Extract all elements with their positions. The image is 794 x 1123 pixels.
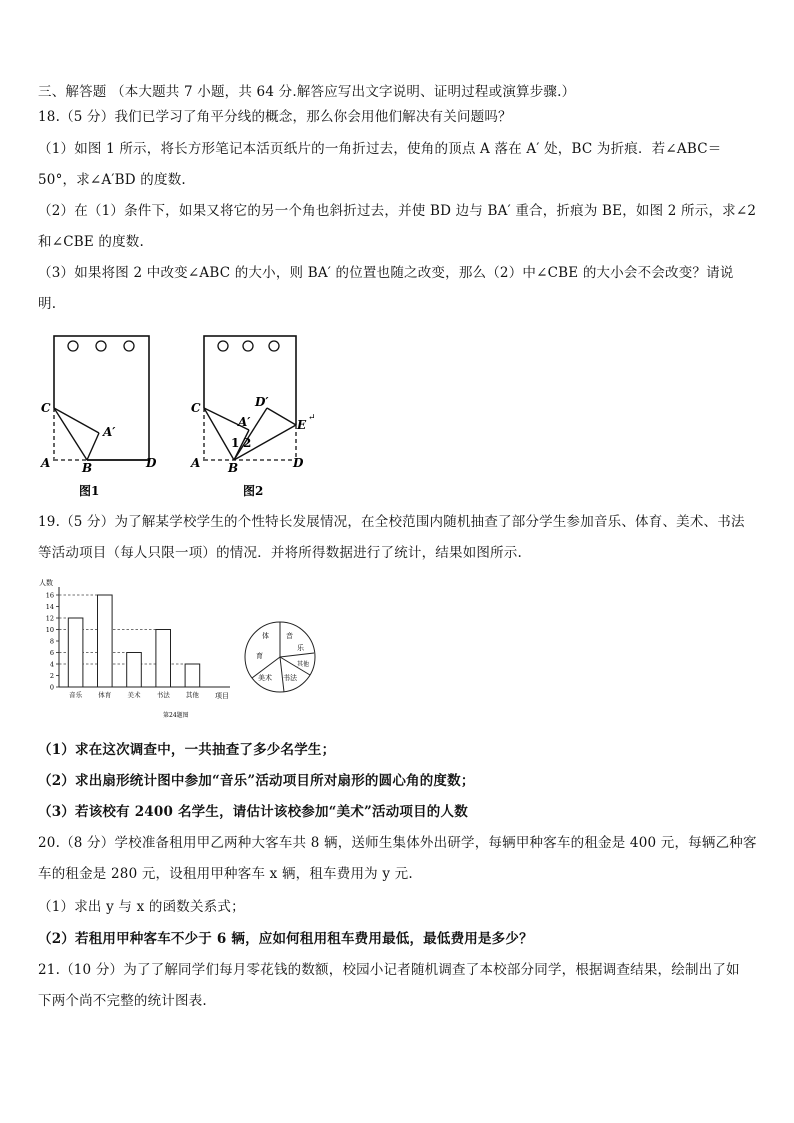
q20-part2: （2）若租用甲种客车不少于 6 辆，应如何租用租车费用最低，最低费用是多少？	[38, 931, 533, 947]
q18-part3-line1: （3）如果将图 2 中改变∠ABC 的大小，则 BA′ 的位置也随之改变，那么（2）中∠CBE 的大小会不会改变？请说	[38, 265, 734, 281]
fig2-angle-2: 2	[243, 436, 252, 450]
q19-stem-line1: 19.（5 分）为了解某学校学生的个性特长发展情况，在全校范围内随机抽查了部分学生参加音乐、体育、美术、书法	[38, 514, 745, 530]
bar-chart-category-label: 体育	[98, 691, 112, 699]
bar-chart	[35, 575, 240, 725]
bar-chart-category-label: 音乐	[69, 691, 83, 699]
fig2-label-a-prime: A′	[238, 415, 251, 429]
bar-3	[156, 630, 171, 688]
fig1-label-d: D	[146, 456, 157, 470]
q18-stem: 18.（5 分）我们已学习了角平分线的概念，那么你会用他们解决有关问题吗？	[38, 109, 512, 125]
q18-part2-line1: （2）在（1）条件下，如果又将它的另一个角也斜折过去，并使 BD 边与 BA′ 重合，折痕为 BE，如图 2 所示，求∠2	[38, 203, 757, 219]
bar-chart-ylabel: 人数	[39, 579, 53, 587]
q20-part1: （1）求出 y 与 x 的函数关系式；	[38, 899, 245, 915]
pie-label-art: 美术	[258, 674, 272, 682]
pie-label-ti: 体	[262, 632, 269, 640]
pie-divider-right	[280, 653, 314, 657]
fig1-caption: 图1	[79, 484, 100, 498]
pie-label-yin: 音	[286, 632, 293, 640]
bar-4	[185, 664, 200, 687]
fig1-label-a: A	[41, 456, 51, 470]
pie-label-calligraphy: 书法	[283, 674, 297, 682]
pie-chart	[240, 620, 325, 695]
bar-chart-ytick-label: 12	[45, 614, 54, 623]
fig2-label-e: E	[297, 418, 307, 432]
fig2-label-a: A	[191, 456, 201, 470]
bar-chart-ytick-label: 14	[45, 603, 54, 611]
fig2-mark: ↵	[308, 413, 316, 423]
fig1-label-c: C	[41, 401, 51, 415]
bar-chart-category-label: 其他	[185, 691, 199, 699]
bar-chart-ytick-label: 0	[49, 683, 54, 692]
fig2-label-d: D	[293, 456, 304, 470]
bar-chart-ytick-label: 10	[45, 626, 54, 634]
pie-label-yu: 育	[256, 652, 263, 660]
fig1-label-a-prime: A′	[103, 425, 116, 439]
q19-part1: （1）求在这次调查中，一共抽查了多少名学生；	[38, 742, 336, 758]
bar-chart-category-label: 美术	[127, 691, 141, 699]
q19-stem-line2: 等活动项目（每人只限一项）的情况．并将所得数据进行了统计，结果如图所示.	[38, 545, 522, 561]
q21-stem-line2: 下两个尚不完整的统计图表.	[38, 993, 207, 1009]
bar-chart-ytick-label: 6	[49, 649, 54, 657]
bar-chart-ytick-label: 4	[49, 660, 54, 669]
q19-part2: （2）求出扇形统计图中参加“音乐”活动项目所对扇形的圆心角的度数；	[38, 773, 475, 789]
figure-2	[185, 330, 325, 500]
fig2-angle-1: 1	[231, 436, 240, 450]
q20-stem-line2: 车的租金是 280 元，设租用甲种客车 x 辆，租车费用为 y 元.	[38, 866, 413, 882]
fig2-label-b: B	[228, 461, 239, 475]
bar-chart-ytick-label: 8	[49, 637, 54, 646]
q20-stem-line1: 20.（8 分）学校准备租用甲乙两种大客车共 8 辆，送师生集体外出研学，每辆甲种客车的租金是 400 元，每辆乙种客	[38, 835, 757, 851]
bar-chart-caption: 第24题图	[163, 712, 189, 719]
bar-chart-ytick-label: 16	[45, 591, 54, 600]
bar-chart-ytick-label: 2	[49, 672, 54, 680]
q18-part1-line2: 50°，求∠A′BD 的度数.	[38, 172, 186, 188]
fig2-label-d-prime: D′	[255, 395, 269, 409]
q18-part2-line2: 和∠CBE 的度数.	[38, 234, 144, 250]
bar-0	[68, 618, 83, 687]
bar-1	[98, 595, 113, 687]
fig2-label-c: C	[191, 401, 201, 415]
pie-label-le: 乐	[297, 644, 304, 652]
bar-chart-category-label: 书法	[156, 691, 170, 699]
q18-part3-line2: 明.	[38, 296, 57, 312]
section-header: 三、解答题 （本大题共 7 小题，共 64 分.解答应写出文字说明、证明过程或演算步骤.）	[38, 84, 576, 100]
bar-chart-xlabel: 项目	[215, 692, 229, 700]
q18-part1-line1: （1）如图 1 所示，将长方形笔记本活页纸片的一角折过去，使角的顶点 A 落在 A′ 处，BC 为折痕．若∠ABC＝	[38, 141, 722, 157]
fig2-caption: 图2	[243, 484, 264, 498]
q19-part3: （3）若该校有 2400 名学生，请估计该校参加“美术”活动项目的人数	[38, 804, 468, 820]
fig1-label-b: B	[82, 461, 93, 475]
pie-label-other: 其他	[297, 661, 310, 668]
bar-2	[127, 653, 142, 688]
figure-1	[35, 330, 175, 500]
q21-stem-line1: 21.（10 分）为了了解同学们每月零花钱的数额，校园小记者随机调查了本校部分同学，根据调查结果，绘制出了如	[38, 962, 740, 978]
